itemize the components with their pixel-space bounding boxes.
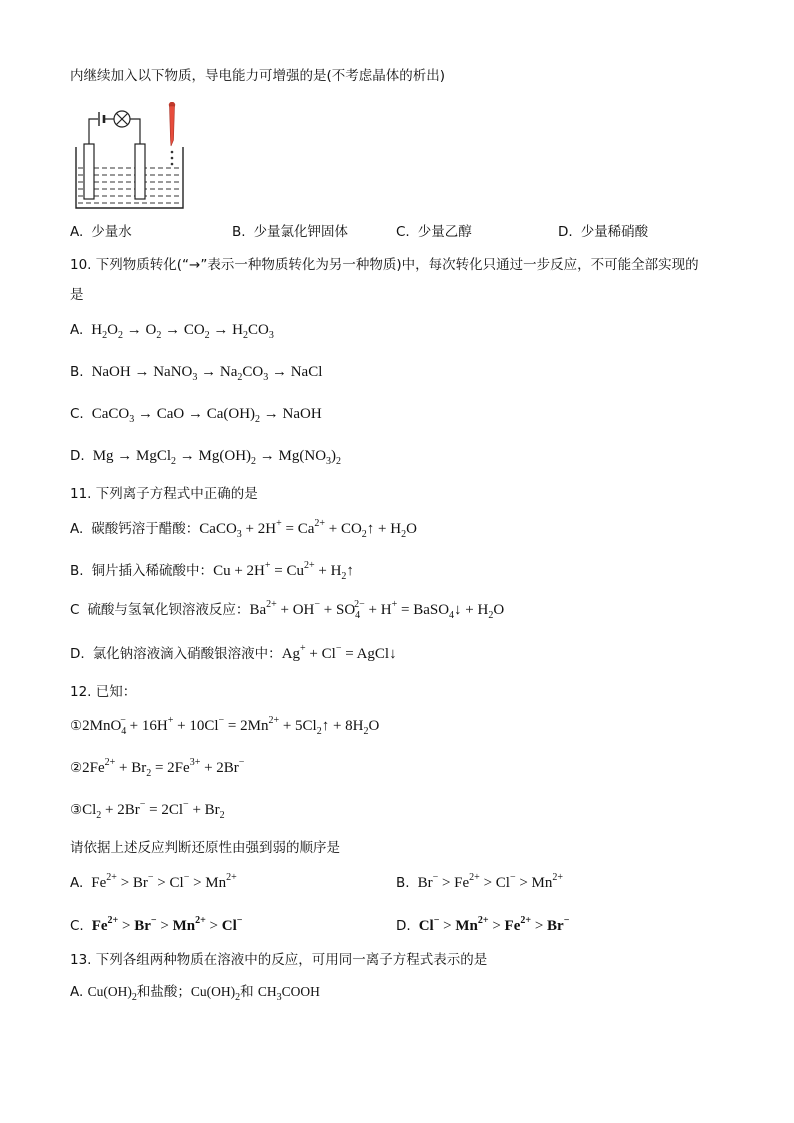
q13-a-formula-2: $Cu(OH)_2$ <box>190 984 241 1003</box>
q13-a-formula-1: $Cu(OH)_2$ <box>87 984 137 1003</box>
q10-a-formula: $H_2O_2 \to O_2 \to CO_2 \to H_2CO_3$ <box>91 322 274 341</box>
q12-r3-formula: $Cl_2 + 2Br^- = 2Cl^- + Br_2$ <box>82 799 225 821</box>
q11-option-c[interactable]: C 硫酸与氢氧化钡溶液反应：$Ba^{2+} + OH^- + SO_4^{2-} + H^+$ = BaSO$_4$↓ + $H_2O$ <box>70 599 505 621</box>
q10-c-formula: CaCO$_3$ → CaO → $Ca(OH)_2$ → NaOH <box>91 406 322 425</box>
q12-reaction-2: $②2Fe^{2+} + Br_2 = 2Fe^{3+} + 2Br^-$ <box>70 757 245 779</box>
conductivity-apparatus-figure <box>70 102 190 212</box>
q12-option-b[interactable]: B. $Br^- > Fe^{2+} > Cl^- > Mn^{2+}$ <box>396 872 564 891</box>
q10-option-c[interactable]: C. CaCO$_3$ → CaO → $Ca(OH)_2$ → NaOH <box>70 406 322 425</box>
q9-option-d[interactable]: D. 少量稀硝酸 <box>558 224 649 240</box>
q13-a-formula-3: $CH_3COOH$ <box>257 984 320 1003</box>
q9-stem-tail: 内继续加入以下物质，导电能力可增强的是(不考虑晶体的析出) <box>70 68 446 84</box>
q9-option-b[interactable]: B. 少量氯化钾固体 <box>232 224 349 240</box>
q10-option-a[interactable]: A. $H_2O_2 \to O_2 \to CO_2 \to H_2CO_3$ <box>70 322 274 341</box>
q11-option-a[interactable]: A. 碳酸钙溶于醋酸：CaCO$_3$ + $2H^+ = Ca^{2+}$ + $CO_2↑ + H_2O$ <box>70 518 417 540</box>
q11-d-formula: Ag+ + Cl− = AgCl↓ <box>281 643 397 662</box>
q10-stem-line2: 是 <box>70 287 84 303</box>
q11-b-formula: $Cu + 2H^+ = Cu^{2+}$ + $H_2↑$ <box>213 560 354 582</box>
q12-reaction-3: $③Cl_2 + 2Br^- = 2Cl^- + Br_2$ <box>70 799 225 821</box>
q12-reaction-1: ①2MnO$_4$− + $16H^+ + 10Cl^- = 2Mn^{2+}$ + $5Cl_2↑ + 8H_2O$ <box>70 715 380 737</box>
q10-option-d[interactable]: D. Mg → MgCl$_2$ → $Mg(OH)_2 \to Mg(NO_3)_2$ <box>70 448 342 467</box>
q12-d-formula: $Cl^- > Mn^{2+} > Fe^{2+} > Br^-$ <box>418 915 570 934</box>
q12-stem: 12. 已知： <box>70 684 137 700</box>
q12-r2-formula: $2Fe^{2+} + Br_2 = 2Fe^{3+} + 2Br^-$ <box>82 757 245 779</box>
q12-option-c[interactable]: C. $Fe^{2+} > Br^- > Mn^{2+} > Cl^-$ <box>70 915 243 934</box>
q11-c-formula: $Ba^{2+} + OH^- + SO_4^{2-} + H^+$ = BaSO$_4$↓ + $H_2O$ <box>249 599 505 621</box>
q12-option-d[interactable]: D. $Cl^- > Mn^{2+} > Fe^{2+} > Br^-$ <box>396 915 570 934</box>
q11-stem: 11. 下列离子方程式中正确的是 <box>70 486 258 502</box>
q12-c-formula: $Fe^{2+} > Br^- > Mn^{2+} > Cl^-$ <box>91 915 243 934</box>
q11-option-d[interactable]: D. 氯化钠溶液滴入硝酸银溶液中：Ag+ + Cl− = AgCl↓ <box>70 643 397 662</box>
q12-b-formula: $Br^- > Fe^{2+} > Cl^- > Mn^{2+}$ <box>417 872 564 891</box>
q13-option-a[interactable]: A. $Cu(OH)_2$和盐酸；$Cu(OH)_2$和 $CH_3COOH$ <box>70 984 320 1003</box>
q9-option-c[interactable]: C. 少量乙醇 <box>396 224 472 240</box>
q13-stem: 13. 下列各组两种物质在溶液中的反应，可用同一离子方程式表示的是 <box>70 952 488 968</box>
q10-d-formula: Mg → MgCl$_2$ → $Mg(OH)_2 \to Mg(NO_3)_2$ <box>92 448 342 467</box>
q12-option-a[interactable]: A. $Fe^{2+} > Br^- > Cl^- > Mn^{2+}$ <box>70 872 237 891</box>
q10-option-b[interactable]: B. NaOH → NaNO$_3$ → $Na_2CO_3$ → NaCl <box>70 364 323 383</box>
q11-option-b[interactable]: B. 铜片插入稀硫酸中：$Cu + 2H^+ = Cu^{2+}$ + $H_2↑$ <box>70 560 354 582</box>
q12-r1-formula: $2MnO_4^- + 16H^+ + 10Cl^- = 2Mn^{2+}$ + $5Cl_2↑ + 8H_2O$ <box>82 715 380 737</box>
q12-question: 请依据上述反应判断还原性由强到弱的顺序是 <box>70 840 340 856</box>
q12-a-formula: $Fe^{2+} > Br^- > Cl^- > Mn^{2+}$ <box>91 872 237 891</box>
q10-b-formula: NaOH → NaNO$_3$ → $Na_2CO_3$ → NaCl <box>91 364 323 383</box>
q9-option-a[interactable]: A. 少量水 <box>70 224 132 240</box>
q11-a-formula: CaCO$_3$ + $2H^+ = Ca^{2+}$ + $CO_2↑ + H_2O$ <box>199 518 417 540</box>
q10-stem-line1: 10. 下列物质转化(“→”表示一种物质转化为另一种物质)中，每次转化只通过一步反应，不可能全部实现的 <box>70 257 699 273</box>
